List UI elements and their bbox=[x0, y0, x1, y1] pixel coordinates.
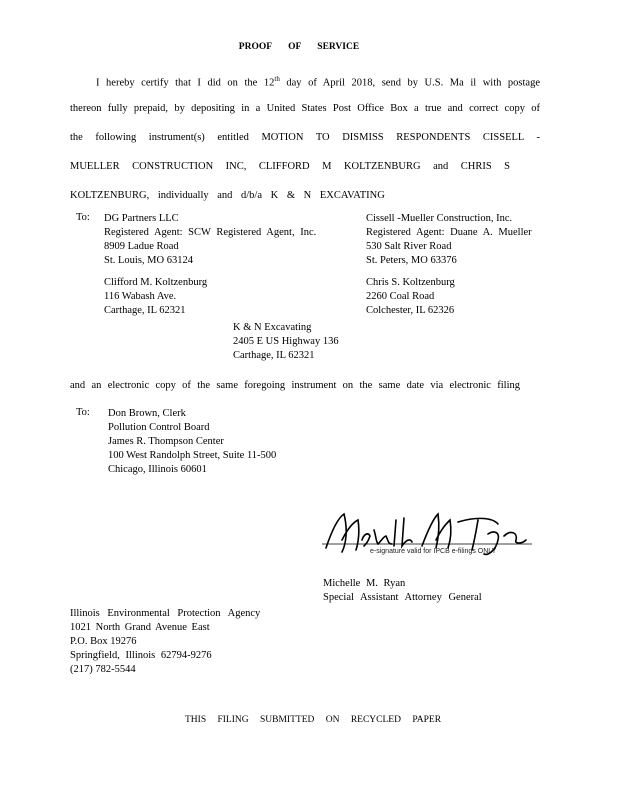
address-line: Cissell -Mueller Construction, Inc. bbox=[366, 213, 513, 224]
address-line: Chris S. Koltzenburg bbox=[366, 277, 455, 288]
to-label: To: bbox=[76, 212, 90, 223]
certify-line-5: KOLTZENBURG, individually and d/b/a K & N EXCAVATING bbox=[70, 190, 385, 201]
address-line: 8909 Ladue Road bbox=[104, 241, 179, 252]
recipient-cissell-mueller bbox=[366, 212, 532, 268]
recipient-dg-partners bbox=[104, 212, 316, 268]
signatory-title: Special Assistant Attorney General bbox=[323, 592, 482, 603]
address-line: James R. Thompson Center bbox=[108, 436, 224, 447]
electronic-filing-line: and an electronic copy of the same foregoing instrument on the same date via electronic filing bbox=[70, 380, 520, 391]
document-title: PROOF OF SERVICE bbox=[238, 42, 360, 52]
e-signature-note: e-signature valid for IPCB e-filings ONLY bbox=[370, 548, 497, 555]
recipient-clerk bbox=[108, 407, 276, 477]
address-line: Carthage, IL 62321 bbox=[104, 305, 186, 316]
address-line: 2260 Coal Road bbox=[366, 291, 435, 302]
recipient-chris bbox=[366, 276, 455, 318]
address-line: 530 Salt River Road bbox=[366, 241, 452, 252]
address-line: P.O. Box 19276 bbox=[70, 636, 137, 647]
address-line: 116 Wabash Ave. bbox=[104, 291, 177, 302]
address-line: 100 West Randolph Street, Suite 11-500 bbox=[108, 450, 277, 461]
address-line: K & N Excavating bbox=[233, 322, 312, 333]
agency-address bbox=[70, 607, 260, 677]
address-line: 1021 North Grand Avenue East bbox=[70, 622, 210, 633]
address-line: 2405 E US Highway 136 bbox=[233, 336, 339, 347]
address-line: St. Louis, MO 63124 bbox=[104, 255, 193, 266]
signatory bbox=[323, 577, 482, 605]
certify-line-4: MUELLER CONSTRUCTION INC, CLIFFORD M KOLTZENBURG and CHRIS S bbox=[70, 161, 510, 172]
address-line: (217) 782-5544 bbox=[70, 664, 136, 675]
address-line: Colchester, IL 62326 bbox=[366, 305, 455, 316]
signatory-name: Michelle M. Ryan bbox=[323, 578, 406, 589]
address-line: St. Peters, MO 63376 bbox=[366, 255, 457, 266]
address-line: Illinois Environmental Protection Agency bbox=[70, 608, 261, 619]
address-line: Clifford M. Koltzenburg bbox=[104, 277, 208, 288]
to-label-clerk: To: bbox=[76, 407, 90, 418]
recipient-kn-excavating bbox=[233, 321, 339, 363]
address-line: DG Partners LLC bbox=[104, 213, 179, 224]
recycled-paper-footer: THIS FILING SUBMITTED ON RECYCLED PAPER bbox=[185, 715, 442, 725]
certify-line-3: the following instrument(s) entitled MOTION TO DISMISS RESPONDENTS CISSELL - bbox=[70, 132, 540, 143]
address-line: Don Brown, Clerk bbox=[108, 408, 186, 419]
certify-line-1: I hereby certify that I did on the 12th day of April 2018, send by U.S. Ma il with postage bbox=[96, 75, 541, 89]
certify-line-2: thereon fully prepaid, by depositing in a United States Post Office Box a true and correct copy of bbox=[70, 103, 540, 114]
address-line: Springfield, Illinois 62794-9276 bbox=[70, 650, 212, 661]
address-line: Chicago, Illinois 60601 bbox=[108, 464, 207, 475]
address-line: Pollution Control Board bbox=[108, 422, 210, 433]
address-line: Registered Agent: SCW Registered Agent, Inc. bbox=[104, 227, 317, 238]
address-line: Registered Agent: Duane A. Mueller bbox=[366, 227, 532, 238]
address-line: Carthage, IL 62321 bbox=[233, 350, 315, 361]
recipient-clifford bbox=[104, 276, 207, 318]
